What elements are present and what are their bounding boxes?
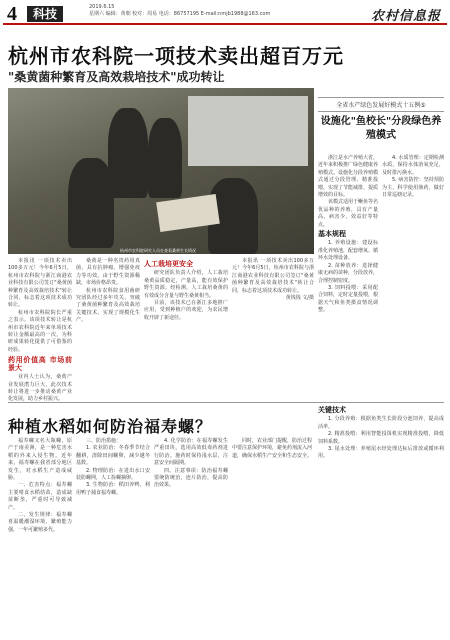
article2-col-3: 4. 化学防治：在福寿螺发生严重田块，选用高效低毒药剂进行防治。施药时保持浅水层，注意安全间隔期。 四、注意事项：防治福寿螺要统防统治，连片防治，提高防治效果。 xyxy=(154,438,228,489)
article1-section-heading-2: 药用价值高 市场前景大 xyxy=(8,356,72,372)
byline: 黄钱钱 文/摄 xyxy=(285,295,314,302)
person-figure xyxy=(108,108,148,198)
editor-line: 星期六 编辑：黄朝 校对：周易 电话：86757195 E-mail:nmjb1988@163.com xyxy=(89,11,271,17)
sidebar-headline: 设施化"鱼校长"分段绿色养殖模式 xyxy=(320,116,442,141)
sidebar-key-tech: 关键技术 1. 分段养殖：根据鱼类生长阶段分池饲养，提高成活率。 2. 精准投喂：利用智能投饵机实现精准投喂，降低饲料系数。 3. 尾水处理：养殖尾水经处理达标后排放或循环利用。 xyxy=(318,406,444,460)
article1-body-col-3: 人工栽培更安全 研究团队负责人介绍，人工栽培桑黄品质稳定，产量高，能有效保护野生资源。经检测，人工栽培桑黄的有效成分含量与野生桑黄相当。 目前，该技术已在浙江多地推广应用，受到种植户的欢迎，为农民增收开辟了新途径。 xyxy=(144,260,228,321)
article2-col-2: 三、防治措施： 1. 农业防治：冬春季节结合翻耕，清除田间螺卵，减少越冬基数。 2. 物理防治：在进出水口安装防螺网，人工捡螺摘卵。 3. 生物防治：稻田养鸭，利用鸭子捕食福寿螺。 xyxy=(76,438,150,496)
article1-section-heading-1: 人工栽培更安全 xyxy=(144,260,193,268)
sidebar-section-basic: 基本规程 xyxy=(318,230,346,239)
article1-body-col-1: 本报讯 一项技术卖出100多万元！今年6月5日，杭州市农科院与浙江商港农业科技有限公司签订"桑黄菌种繁育及高效栽培技术"转让合同，标志着这项技术成功转让。 杭州市农科院院长严重之表示，该项技术转让是杭州市农科院近年来单项技术转让金额最高的一次，为科研成果转化提供了可借鉴的经验。 药用价值高 市场前景大 业内人士认为，桑黄产业发展潜力巨大，此次技术转让将进一步推动桑黄产业化发展，助力乡村振兴。 xyxy=(8,258,72,403)
photo-caption: 杭州市农科院研究人员在查看桑黄生长情况 xyxy=(120,248,196,253)
section-tag: 科技 xyxy=(27,6,63,22)
sidebar-col-2: 4. 水质管理：定期检测水质，保持水体溶氧充足，及时排污换水。 5. 病害防控：坚持预防为主，科学使用渔药，做好日常巡塘记录。 xyxy=(382,155,444,199)
article1-headline: 杭州市农科院一项技术卖出超百万元 xyxy=(8,44,344,68)
article2-col-4: 同时，农业部门提醒，防治过程中要注意保护环境，避免药剂流入河道，确保水稻生产安全和生态安全。 xyxy=(232,438,313,459)
series-kicker: 全省水产绿色发展好模式十五例⑤ xyxy=(336,102,426,109)
page-number: 4 xyxy=(7,3,17,25)
sidebar-box xyxy=(318,95,444,143)
person-figure xyxy=(68,158,114,248)
article1-body-col-2: 桑黄是一种名贵药用真菌，具有抗肿瘤、增强免疫力等功效。由于野生资源稀缺，市场价格昂贵。 杭州市农科院食用菌研究团队经过多年攻关，突破了桑黄菌种繁育及高效栽培关键技术，实现了规模化生产。 xyxy=(76,258,140,324)
person-figure xyxy=(148,118,182,198)
article2-col-1: 福寿螺又名大瓶螺，原产于南美洲，是一种危害水稻的外来入侵生物。近年来，福寿螺在我省部分地区发生，对水稻生产造成威胁。 一、危害特点：福寿螺主要啃食水稻幼苗，造成缺苗断垄，严重时可导致减产。 二、发生规律：福寿螺喜温暖潮湿环境，繁殖能力强，一年可繁殖多代。 xyxy=(8,438,72,533)
sidebar-col-1: 浙江是水产养殖大省，近年来积极推广绿色健康养殖模式。设施化分段养殖模式通过分段管理、精准投喂，实现了节能减排、提质增效的目标。 该模式适用于鳜鱼等名优品种的养殖，具有产量高、病害少、效益好等特点。 基本规程 1. 养殖设施：建设标准化养殖池，配套增氧、循环水处理设备。 2. 苗种放养：选择健康无病的苗种，分段放养，合理控制密度。 3. 饲料投喂：采用配合饲料，定时定量投喂，根据天气和鱼类摄食情况调整。 xyxy=(318,155,379,314)
article1-body-col-4: 本报讯 一项技术卖出100多万元！今年6月5日，杭州市农科院与浙江商港农业科技有限公司签订"桑黄菌种繁育及高效栽培技术"转让合同，标志着这项技术成功转让。 黄钱钱 文/摄 xyxy=(232,258,314,302)
sidebar-section-key: 关键技术 xyxy=(318,406,346,414)
newspaper-logo: 农村信息报 xyxy=(370,8,441,23)
issue-date: 2019.6.15 xyxy=(89,4,115,10)
masthead xyxy=(3,3,447,25)
article2-headline: 种植水稻如何防治福寿螺？ xyxy=(8,417,213,436)
section-divider xyxy=(8,402,444,403)
lab-photo xyxy=(8,88,314,254)
article1-subheadline: "桑黄菌种繁育及高效栽培技术"成功转让 xyxy=(8,70,225,84)
issue-meta xyxy=(89,4,270,18)
